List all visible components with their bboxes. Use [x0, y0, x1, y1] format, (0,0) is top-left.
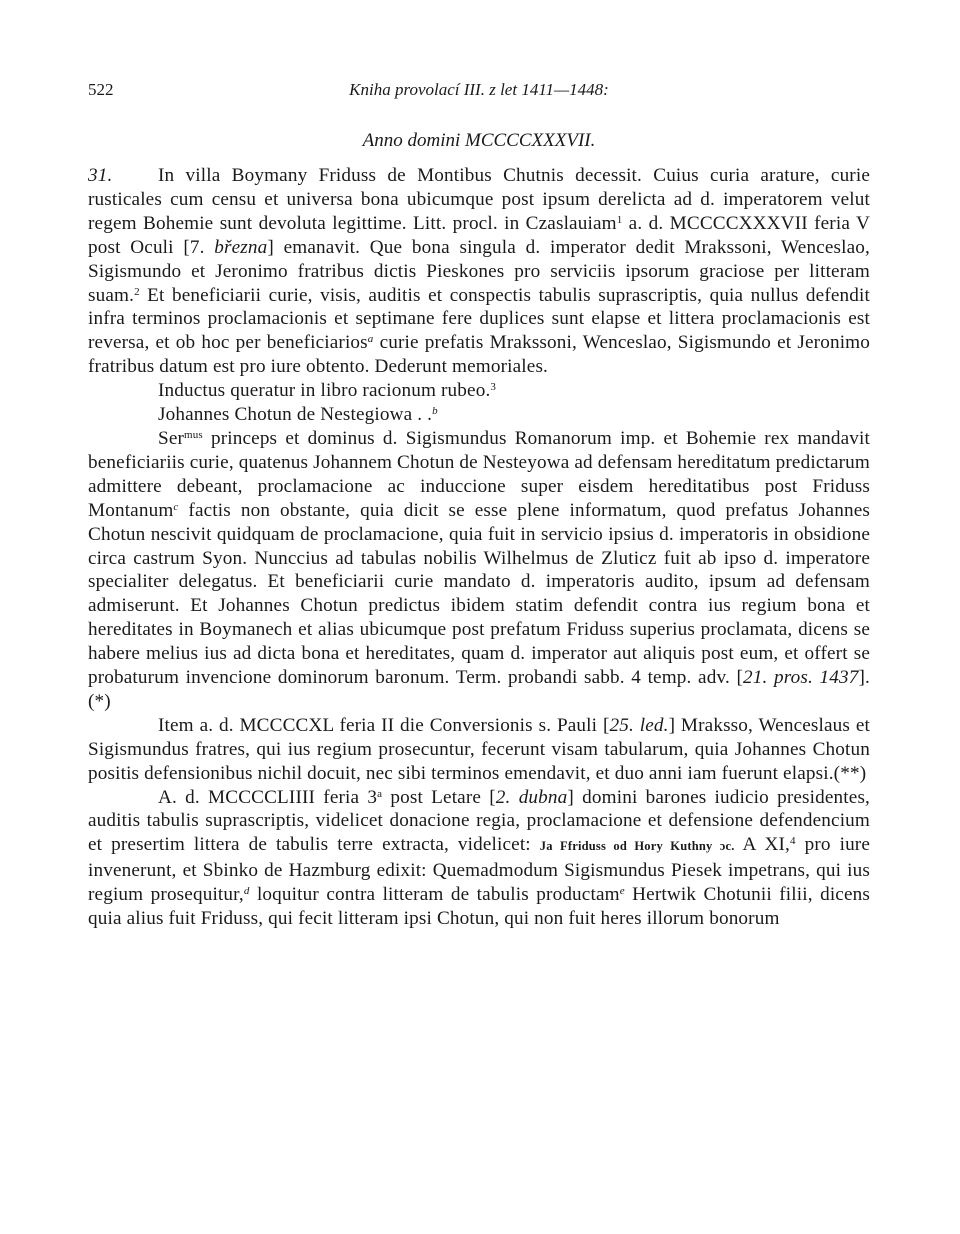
- footnote-ref: d: [243, 885, 250, 898]
- entry-number: 31.: [88, 165, 113, 186]
- entry-paragraph-2: [88, 379, 870, 403]
- text-run: loquitur contra litteram de tabulis productam: [249, 884, 620, 906]
- footnote-ref: a: [367, 333, 374, 346]
- date-gloss: března: [214, 236, 268, 258]
- quoted-charter-incipit: Ja Ffriduss od Hory Kuthny ɔc.: [539, 839, 735, 854]
- text-run: ] domini barones iudicio presidentes, auditis tabulis suprascriptis, videlicet donacione regia, proclamacione et defensione defendencium et presertim littera de tabulis terre extracta, videlicet:: [88, 786, 871, 856]
- text-run: post Letare [: [382, 786, 496, 808]
- text-run: ].(*): [88, 667, 871, 712]
- abbrev-sup: a: [377, 787, 383, 800]
- entry-paragraph-5: [88, 714, 870, 786]
- footnote-ref: c: [173, 500, 179, 513]
- year-heading: Anno domini MCCCCXXXVII.: [362, 130, 596, 151]
- footnote-ref: e: [619, 885, 625, 898]
- abbrev-sup: mus: [184, 428, 203, 441]
- entry-paragraph-3: [88, 403, 870, 427]
- text-run: Inductus queratur in libro racionum rubeo.: [158, 380, 491, 402]
- entry-body: [88, 164, 870, 931]
- text-run: Ser: [158, 427, 185, 449]
- text-run: a. d. MCCCCXXXVII feria V post Oculi [7.: [88, 212, 870, 258]
- text-run: curie prefatis Mrakssoni, Wenceslao, Sigismundo et Jeronimo fratribus datum est pro iure obtento. Dederunt memoriales.: [88, 332, 870, 378]
- text-run: A XI,: [734, 834, 790, 856]
- footnote-ref: 1: [616, 213, 623, 226]
- page-number: 522: [88, 80, 114, 99]
- text-run: princeps et dominus d. Sigismundus Romanorum imp. et Bohemie rex mandavit beneficiariis curie, quatenus Johannem Chotun de Nesteyowa ad defensam hereditatum predictarum admittere debeant, proclamacione ac induccione super eisdem hereditatibus post Friduss Montanum: [88, 427, 870, 521]
- text-run: pro iure invenerunt, et Sbinko de Hazmburg edixit: Quemadmodum Sigismundus Piesek impetrans, qui ius regium prosequitur,: [88, 834, 871, 906]
- text-run: factis non obstante, quia dicit se esse plene informatum, quod prefatus Johannes Chotun nescivit quidquam de proclamacione, quia fuit in servicio ipsius d. imperatoris in obsidione circa castrum Syon. Nunccius ad tabulas nobilis Wilhelmus de Zluticz fuit ab ipso d. imperatore specialiter delegatus. Et beneficiarii curie mandato d. imperatoris audito, ipsum ad defensam admiserunt. Et Johannes Chotun predictus ibidem statim defendit contra ius regium bona et hereditates in Boymanech et alias ubicumque post prefatum Friduss superius proclamata, dicens se habere melius ius ad dicta bona et hereditates, quam d. imperator aut aliquis post eum, et offert se probaturum invencione dominorum baronum. Term. probandi sabb. 4 temp. adv. [: [88, 499, 870, 689]
- running-title: Kniha provolací III. z let 1411—1448:: [349, 80, 609, 99]
- entry-paragraph-1: [88, 164, 870, 379]
- footnote-ref: b: [432, 405, 438, 418]
- text-run: Et beneficiarii curie, visis, auditis et conspectis tabulis suprascriptis, quia nullus defendit infra terminos proclamacionis et septimane fere duplices sunt elapse et littera proclamacionis est reversa, et ob hoc per beneficiarios: [88, 284, 870, 354]
- text-run: Johannes Chotun de Nestegiowa . .: [158, 404, 433, 426]
- text-run: ] emanavit. Que bona singula d. imperator dedit Mrakssoni, Wenceslao, Sigismundo et Jeronimo fratribus dictis Pieskones pro serviciis ipsorum graciose per litteram suam.: [88, 236, 870, 306]
- text-run: In villa Boymany Friduss de Montibus Chutnis decessit. Cuius curia arature, curie rusticales cum censu et universa bona ubicumque post ipsum derelicta ad d. imperatorem velut regem Bohemie sunt devoluta legittime. Litt. procl. in Czaslauiam: [88, 165, 870, 234]
- entry-paragraph-4: [88, 427, 870, 714]
- footnote-ref: 2: [134, 285, 140, 298]
- entry-paragraph-6: [88, 786, 870, 931]
- date-gloss: 25. led.: [609, 714, 669, 736]
- date-gloss: 2. dubna: [495, 786, 568, 808]
- footnote-ref: 3: [490, 381, 497, 394]
- text-run: ] Mraksso, Wenceslaus et Sigismundus fratres, qui ius regium prosecuntur, fecerunt visam tabularum, quia Johannes Chotun positis defensionibus nichil docuit, nec sibi terminos emendavit, et duo anni iam fuerunt elapsi.(**): [88, 714, 870, 784]
- text-run: A. d. MCCCCLIIII feria 3: [158, 786, 378, 808]
- date-gloss: 21. pros. 1437: [743, 667, 859, 689]
- footnote-ref: 4: [789, 835, 796, 848]
- page-header: [88, 80, 870, 106]
- text-run: Hertwik Chotunii filii, dicens quia alius fuit Friduss, qui fecit litteram ipsi Chotun, qui non fuit heres illorum bonorum: [88, 884, 871, 930]
- text-run: Item a. d. MCCCCXL feria II die Conversionis s. Pauli [: [158, 714, 610, 736]
